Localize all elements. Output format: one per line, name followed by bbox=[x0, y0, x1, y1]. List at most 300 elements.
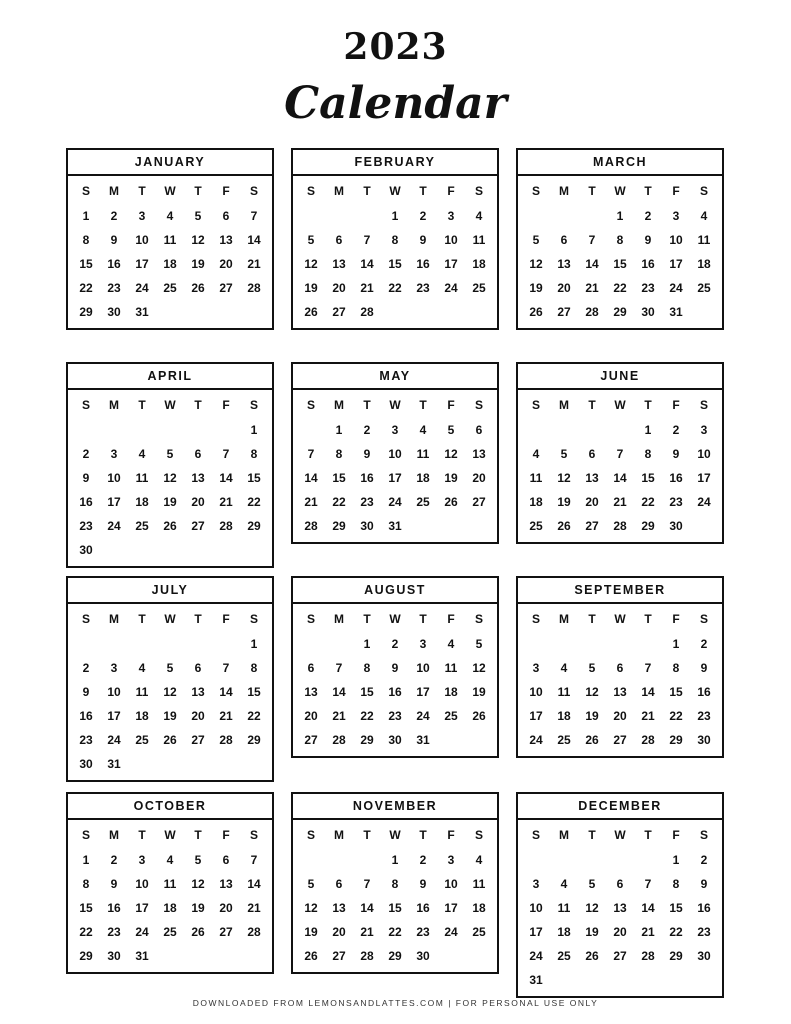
day-cell: 17 bbox=[388, 471, 402, 485]
day-cell: 6 bbox=[475, 423, 483, 437]
day-cell: 30 bbox=[79, 543, 93, 557]
day-cell: 31 bbox=[107, 757, 121, 771]
day-cell: 7 bbox=[307, 447, 315, 461]
day-cell: 17 bbox=[416, 685, 430, 699]
empty-cell bbox=[522, 418, 550, 442]
day-cell: 5 bbox=[532, 233, 540, 247]
day-cell: 31 bbox=[529, 973, 543, 987]
weekday-header: W bbox=[164, 184, 176, 198]
weekday-header: T bbox=[138, 828, 146, 842]
weekday-header: W bbox=[164, 398, 176, 412]
weekday-header: M bbox=[109, 612, 119, 626]
day-cell: 30 bbox=[697, 733, 711, 747]
day-cell: 27 bbox=[585, 519, 599, 533]
day-cell: 23 bbox=[107, 925, 121, 939]
day-cell: 2 bbox=[644, 209, 652, 223]
empty-cell bbox=[325, 204, 353, 228]
day-cell: 6 bbox=[616, 877, 624, 891]
day-cell: 17 bbox=[444, 901, 458, 915]
day-cell: 9 bbox=[363, 447, 371, 461]
day-cell: 3 bbox=[447, 853, 455, 867]
day-cell: 13 bbox=[332, 901, 346, 915]
day-cell: 29 bbox=[247, 519, 261, 533]
day-cell: 5 bbox=[307, 233, 315, 247]
day-cell: 15 bbox=[360, 685, 374, 699]
day-cell: 17 bbox=[529, 925, 543, 939]
weekday-header: T bbox=[644, 612, 652, 626]
empty-cell bbox=[156, 418, 184, 442]
day-cell: 31 bbox=[416, 733, 430, 747]
day-cell: 22 bbox=[360, 709, 374, 723]
day-cell: 16 bbox=[79, 709, 93, 723]
day-cell: 22 bbox=[247, 709, 261, 723]
weekday-header: S bbox=[474, 828, 483, 842]
day-cell: 30 bbox=[107, 949, 121, 963]
day-cell: 7 bbox=[250, 853, 258, 867]
weekday-header: W bbox=[164, 612, 176, 626]
day-cell: 1 bbox=[335, 423, 343, 437]
weekday-header: M bbox=[109, 828, 119, 842]
day-cell: 14 bbox=[247, 233, 261, 247]
weekday-header: T bbox=[644, 184, 652, 198]
day-cell: 20 bbox=[472, 471, 486, 485]
day-cell: 24 bbox=[388, 495, 402, 509]
day-grid bbox=[68, 390, 272, 566]
empty-cell bbox=[212, 418, 240, 442]
day-cell: 14 bbox=[219, 471, 233, 485]
day-cell: 9 bbox=[644, 233, 652, 247]
day-cell: 11 bbox=[557, 685, 571, 699]
day-cell: 22 bbox=[641, 495, 655, 509]
day-cell: 23 bbox=[669, 495, 683, 509]
day-cell: 27 bbox=[613, 949, 627, 963]
day-cell: 19 bbox=[585, 709, 599, 723]
day-cell: 5 bbox=[560, 447, 568, 461]
day-grid bbox=[68, 176, 272, 328]
weekday-header: S bbox=[699, 612, 708, 626]
weekday-header: W bbox=[614, 612, 626, 626]
empty-cell bbox=[325, 632, 353, 656]
weekday-header: S bbox=[306, 184, 315, 198]
day-cell: 14 bbox=[613, 471, 627, 485]
day-cell: 8 bbox=[82, 233, 90, 247]
day-cell: 16 bbox=[388, 685, 402, 699]
weekday-header: S bbox=[81, 184, 90, 198]
day-cell: 11 bbox=[529, 471, 543, 485]
day-cell: 10 bbox=[529, 685, 543, 699]
empty-cell bbox=[353, 848, 381, 872]
day-cell: 21 bbox=[360, 925, 374, 939]
day-cell: 6 bbox=[222, 209, 230, 223]
empty-cell bbox=[184, 418, 212, 442]
day-cell: 22 bbox=[332, 495, 346, 509]
day-cell: 5 bbox=[447, 423, 455, 437]
weekday-header: T bbox=[419, 184, 427, 198]
day-cell: 12 bbox=[191, 877, 205, 891]
day-cell: 8 bbox=[335, 447, 343, 461]
empty-cell bbox=[100, 632, 128, 656]
day-cell: 21 bbox=[247, 901, 261, 915]
day-cell: 22 bbox=[247, 495, 261, 509]
weekday-header: T bbox=[419, 612, 427, 626]
empty-cell bbox=[634, 632, 662, 656]
day-cell: 12 bbox=[163, 471, 177, 485]
day-cell: 14 bbox=[304, 471, 318, 485]
day-cell: 20 bbox=[191, 709, 205, 723]
day-cell: 2 bbox=[700, 637, 708, 651]
day-cell: 29 bbox=[79, 305, 93, 319]
day-cell: 4 bbox=[700, 209, 708, 223]
day-cell: 30 bbox=[697, 949, 711, 963]
weekday-header: S bbox=[699, 828, 708, 842]
day-cell: 13 bbox=[191, 471, 205, 485]
day-cell: 10 bbox=[444, 877, 458, 891]
weekday-header: T bbox=[363, 612, 371, 626]
weekday-header: F bbox=[672, 398, 680, 412]
day-cell: 3 bbox=[138, 853, 146, 867]
day-cell: 24 bbox=[529, 949, 543, 963]
day-cell: 30 bbox=[641, 305, 655, 319]
day-cell: 26 bbox=[191, 281, 205, 295]
day-cell: 26 bbox=[163, 519, 177, 533]
day-cell: 13 bbox=[472, 447, 486, 461]
day-cell: 16 bbox=[416, 257, 430, 271]
empty-cell bbox=[522, 848, 550, 872]
day-cell: 23 bbox=[697, 925, 711, 939]
month-february bbox=[291, 148, 499, 330]
day-cell: 4 bbox=[166, 209, 174, 223]
month-january bbox=[66, 148, 274, 330]
day-cell: 27 bbox=[304, 733, 318, 747]
day-cell: 1 bbox=[363, 637, 371, 651]
weekday-header: T bbox=[363, 184, 371, 198]
weekday-header: S bbox=[699, 184, 708, 198]
day-cell: 16 bbox=[107, 257, 121, 271]
day-cell: 31 bbox=[135, 949, 149, 963]
day-cell: 8 bbox=[363, 661, 371, 675]
day-cell: 5 bbox=[194, 853, 202, 867]
day-cell: 11 bbox=[444, 661, 458, 675]
day-cell: 15 bbox=[669, 901, 683, 915]
day-cell: 1 bbox=[250, 637, 258, 651]
day-cell: 19 bbox=[585, 925, 599, 939]
day-cell: 18 bbox=[163, 901, 177, 915]
day-cell: 29 bbox=[613, 305, 627, 319]
day-cell: 15 bbox=[247, 471, 261, 485]
day-cell: 7 bbox=[335, 661, 343, 675]
day-cell: 9 bbox=[700, 661, 708, 675]
day-cell: 12 bbox=[585, 685, 599, 699]
day-cell: 17 bbox=[107, 709, 121, 723]
empty-cell bbox=[606, 848, 634, 872]
day-cell: 20 bbox=[304, 709, 318, 723]
day-cell: 28 bbox=[360, 305, 374, 319]
day-cell: 2 bbox=[391, 637, 399, 651]
day-cell: 14 bbox=[332, 685, 346, 699]
empty-cell bbox=[550, 204, 578, 228]
weekday-header: T bbox=[644, 828, 652, 842]
day-cell: 9 bbox=[419, 233, 427, 247]
day-cell: 16 bbox=[360, 471, 374, 485]
day-cell: 21 bbox=[247, 257, 261, 271]
day-cell: 23 bbox=[388, 709, 402, 723]
day-cell: 29 bbox=[669, 949, 683, 963]
day-cell: 8 bbox=[672, 877, 680, 891]
weekday-header: S bbox=[474, 398, 483, 412]
day-cell: 5 bbox=[166, 447, 174, 461]
empty-cell bbox=[606, 418, 634, 442]
day-cell: 22 bbox=[613, 281, 627, 295]
day-cell: 4 bbox=[475, 209, 483, 223]
day-cell: 28 bbox=[219, 733, 233, 747]
weekday-header: F bbox=[222, 184, 230, 198]
day-grid bbox=[293, 176, 497, 328]
day-cell: 22 bbox=[79, 281, 93, 295]
day-cell: 4 bbox=[475, 853, 483, 867]
day-cell: 18 bbox=[163, 257, 177, 271]
day-cell: 18 bbox=[472, 901, 486, 915]
day-cell: 13 bbox=[585, 471, 599, 485]
weekday-header: M bbox=[334, 398, 344, 412]
day-cell: 4 bbox=[166, 853, 174, 867]
empty-cell bbox=[184, 632, 212, 656]
day-cell: 16 bbox=[416, 901, 430, 915]
day-cell: 19 bbox=[191, 257, 205, 271]
weekday-header: F bbox=[672, 828, 680, 842]
day-cell: 11 bbox=[697, 233, 711, 247]
day-cell: 24 bbox=[444, 281, 458, 295]
weekday-header: W bbox=[614, 398, 626, 412]
day-cell: 17 bbox=[529, 709, 543, 723]
month-august bbox=[291, 576, 499, 758]
day-cell: 19 bbox=[304, 281, 318, 295]
day-cell: 3 bbox=[110, 447, 118, 461]
month-name: AUGUST bbox=[293, 578, 497, 604]
day-cell: 20 bbox=[613, 709, 627, 723]
day-cell: 28 bbox=[304, 519, 318, 533]
day-grid bbox=[293, 390, 497, 542]
day-cell: 17 bbox=[669, 257, 683, 271]
day-cell: 14 bbox=[641, 901, 655, 915]
day-cell: 1 bbox=[616, 209, 624, 223]
day-cell: 29 bbox=[641, 519, 655, 533]
weekday-header: F bbox=[447, 184, 455, 198]
day-cell: 18 bbox=[444, 685, 458, 699]
day-cell: 8 bbox=[616, 233, 624, 247]
weekday-header: W bbox=[389, 184, 401, 198]
day-cell: 4 bbox=[447, 637, 455, 651]
day-cell: 10 bbox=[444, 233, 458, 247]
month-name: MAY bbox=[293, 364, 497, 390]
day-cell: 26 bbox=[163, 733, 177, 747]
day-cell: 9 bbox=[110, 877, 118, 891]
day-cell: 5 bbox=[588, 661, 596, 675]
weekday-header: T bbox=[644, 398, 652, 412]
weekday-header: F bbox=[447, 398, 455, 412]
weekday-header: S bbox=[306, 612, 315, 626]
day-cell: 13 bbox=[613, 901, 627, 915]
empty-cell bbox=[634, 848, 662, 872]
day-cell: 7 bbox=[250, 209, 258, 223]
day-cell: 21 bbox=[360, 281, 374, 295]
day-cell: 17 bbox=[135, 257, 149, 271]
weekday-header: S bbox=[474, 184, 483, 198]
weekday-header: T bbox=[194, 184, 202, 198]
day-cell: 6 bbox=[335, 877, 343, 891]
day-cell: 3 bbox=[532, 877, 540, 891]
day-cell: 28 bbox=[247, 281, 261, 295]
weekday-header: M bbox=[559, 828, 569, 842]
day-cell: 5 bbox=[588, 877, 596, 891]
empty-cell bbox=[100, 418, 128, 442]
day-cell: 9 bbox=[700, 877, 708, 891]
month-march bbox=[516, 148, 724, 330]
weekday-header: T bbox=[419, 828, 427, 842]
day-cell: 18 bbox=[529, 495, 543, 509]
day-cell: 11 bbox=[472, 233, 486, 247]
day-cell: 5 bbox=[475, 637, 483, 651]
day-cell: 29 bbox=[332, 519, 346, 533]
day-cell: 9 bbox=[391, 661, 399, 675]
day-cell: 25 bbox=[135, 733, 149, 747]
month-december bbox=[516, 792, 724, 998]
day-cell: 12 bbox=[557, 471, 571, 485]
day-cell: 15 bbox=[332, 471, 346, 485]
month-june bbox=[516, 362, 724, 544]
day-cell: 29 bbox=[247, 733, 261, 747]
day-cell: 25 bbox=[697, 281, 711, 295]
day-cell: 7 bbox=[363, 877, 371, 891]
day-cell: 3 bbox=[672, 209, 680, 223]
day-cell: 26 bbox=[585, 949, 599, 963]
day-cell: 21 bbox=[613, 495, 627, 509]
empty-cell bbox=[297, 204, 325, 228]
day-cell: 24 bbox=[135, 281, 149, 295]
weekday-header: T bbox=[419, 398, 427, 412]
day-cell: 14 bbox=[360, 901, 374, 915]
day-cell: 28 bbox=[219, 519, 233, 533]
month-september bbox=[516, 576, 724, 758]
day-cell: 22 bbox=[669, 925, 683, 939]
day-cell: 23 bbox=[107, 281, 121, 295]
day-cell: 21 bbox=[585, 281, 599, 295]
day-cell: 23 bbox=[79, 733, 93, 747]
day-cell: 27 bbox=[332, 949, 346, 963]
day-cell: 19 bbox=[472, 685, 486, 699]
day-cell: 7 bbox=[644, 661, 652, 675]
day-cell: 4 bbox=[138, 661, 146, 675]
day-cell: 8 bbox=[672, 661, 680, 675]
empty-cell bbox=[578, 632, 606, 656]
day-cell: 30 bbox=[388, 733, 402, 747]
day-cell: 10 bbox=[107, 471, 121, 485]
day-cell: 24 bbox=[107, 733, 121, 747]
day-cell: 13 bbox=[332, 257, 346, 271]
day-cell: 10 bbox=[388, 447, 402, 461]
empty-cell bbox=[578, 418, 606, 442]
empty-cell bbox=[297, 848, 325, 872]
weekday-header: M bbox=[559, 398, 569, 412]
day-cell: 11 bbox=[163, 877, 177, 891]
calendar-year: 2023 bbox=[343, 26, 448, 68]
day-cell: 20 bbox=[219, 257, 233, 271]
weekday-header: F bbox=[672, 612, 680, 626]
month-name: FEBRUARY bbox=[293, 150, 497, 176]
month-name: JANUARY bbox=[68, 150, 272, 176]
day-cell: 18 bbox=[135, 709, 149, 723]
empty-cell bbox=[72, 632, 100, 656]
day-cell: 27 bbox=[219, 281, 233, 295]
day-cell: 25 bbox=[163, 925, 177, 939]
weekday-header: W bbox=[389, 828, 401, 842]
weekday-header: M bbox=[109, 398, 119, 412]
month-name: JUNE bbox=[518, 364, 722, 390]
day-cell: 20 bbox=[332, 925, 346, 939]
day-cell: 13 bbox=[557, 257, 571, 271]
day-cell: 22 bbox=[669, 709, 683, 723]
day-cell: 28 bbox=[641, 733, 655, 747]
day-cell: 12 bbox=[444, 447, 458, 461]
day-cell: 5 bbox=[307, 877, 315, 891]
day-cell: 14 bbox=[585, 257, 599, 271]
day-cell: 29 bbox=[388, 949, 402, 963]
day-cell: 30 bbox=[360, 519, 374, 533]
weekday-header: M bbox=[334, 184, 344, 198]
empty-cell bbox=[297, 418, 325, 442]
day-cell: 19 bbox=[557, 495, 571, 509]
day-cell: 3 bbox=[532, 661, 540, 675]
weekday-header: S bbox=[699, 398, 708, 412]
day-cell: 4 bbox=[560, 661, 568, 675]
day-cell: 24 bbox=[135, 925, 149, 939]
day-cell: 21 bbox=[219, 495, 233, 509]
day-cell: 25 bbox=[472, 925, 486, 939]
day-grid bbox=[518, 820, 722, 996]
weekday-header: M bbox=[559, 612, 569, 626]
day-cell: 14 bbox=[247, 877, 261, 891]
day-cell: 25 bbox=[529, 519, 543, 533]
day-cell: 9 bbox=[110, 233, 118, 247]
empty-cell bbox=[212, 632, 240, 656]
day-cell: 26 bbox=[304, 949, 318, 963]
day-cell: 1 bbox=[250, 423, 258, 437]
day-cell: 15 bbox=[247, 685, 261, 699]
weekday-header: S bbox=[531, 184, 540, 198]
day-cell: 2 bbox=[363, 423, 371, 437]
day-cell: 2 bbox=[700, 853, 708, 867]
day-cell: 8 bbox=[391, 233, 399, 247]
weekday-header: T bbox=[194, 612, 202, 626]
day-cell: 24 bbox=[107, 519, 121, 533]
day-cell: 13 bbox=[304, 685, 318, 699]
day-cell: 19 bbox=[304, 925, 318, 939]
weekday-header: F bbox=[447, 612, 455, 626]
day-cell: 28 bbox=[641, 949, 655, 963]
day-cell: 2 bbox=[110, 209, 118, 223]
day-cell: 6 bbox=[222, 853, 230, 867]
month-name: SEPTEMBER bbox=[518, 578, 722, 604]
day-cell: 12 bbox=[529, 257, 543, 271]
day-cell: 20 bbox=[219, 901, 233, 915]
day-cell: 7 bbox=[616, 447, 624, 461]
day-cell: 11 bbox=[135, 685, 149, 699]
day-cell: 23 bbox=[360, 495, 374, 509]
day-cell: 8 bbox=[391, 877, 399, 891]
empty-cell bbox=[578, 848, 606, 872]
day-cell: 28 bbox=[360, 949, 374, 963]
weekday-header: S bbox=[249, 828, 258, 842]
weekday-header: S bbox=[249, 398, 258, 412]
